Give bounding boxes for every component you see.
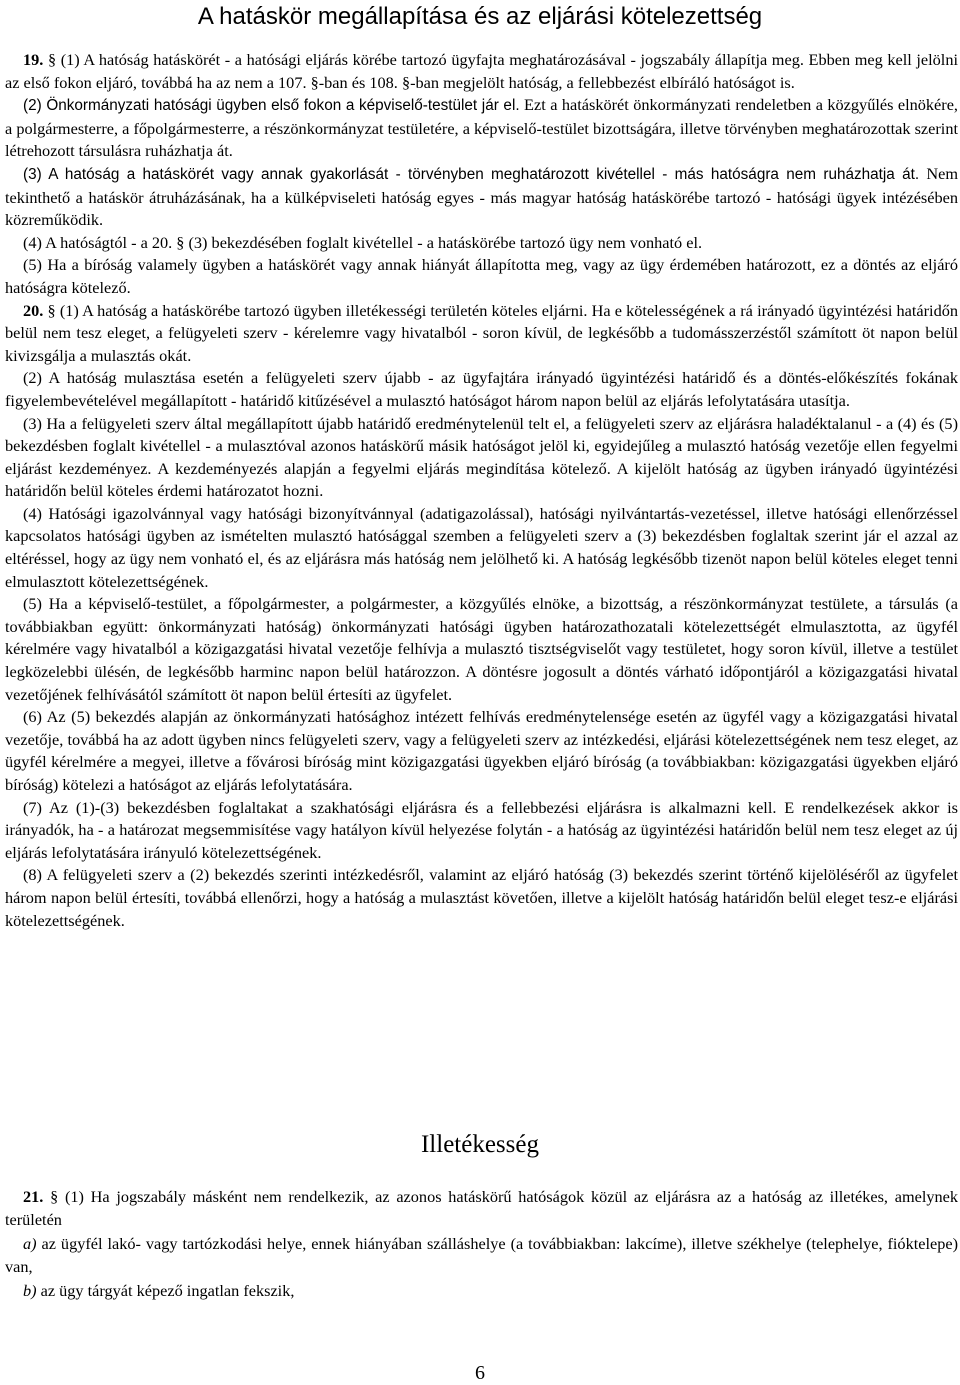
- s19-paragraph-3: [5, 163, 958, 232]
- s19-p4-text: (4) A hatóságtól - a 20. § (3) bekezdésében foglalt kivétellel - a hatáskörébe tartozó ügy nem vonható el.: [23, 232, 703, 252]
- s20-p5-text: (5) Ha a képviselő-testület, a főpolgármester, a polgármester, a közgyűlés elnöke, a bizottság, a részönkormányzat testülete, a társulás (a továbbiakban együtt: önkormányzati hatóság) önkormányzati hatósági ügyben határozathozatali kötelezettségét elmulasztotta, az ügyfél kérelmére vagy hivatalból a közigazgatási hivatal vezetője felhívja a mulasztó tisztségviselőt vagy testületet, hogy soron kívül, illetve a testület legközelebbi ülésén, de legkésőbb harminc napon belül határozzon. A döntésre jogosult a döntés várható időpontjáról a közigazgatási hivatal vezetőjének felhívásától számított öt napon belül értesíti az ügyfelet.: [5, 594, 958, 704]
- s20-p7-text: (7) Az (1)-(3) bekezdésben foglaltakat a szakhatósági eljárásra és a fellebbezési eljárásra is alkalmazni kell. E rendelkezések akkor is irányadók, ha - a határozat megsemmisítése vagy hatályon kívül helyezése folytán - a hatóság az ügyintézési határidőn belül nem tesz eleget az új eljárás lefolytatására irányuló kötelezettségének.: [5, 797, 958, 862]
- s19-p3a-text: (3) A hatóság a hatáskörét vagy annak gyakorlását - törvényben meghatározott kivétellel - más hatóságra nem ruházhatja át.: [23, 165, 920, 183]
- s21-p1-text: § (1) Ha jogszabály másként nem rendelkezik, az azonos hatáskörű hatóságok közül az eljárásra az a hatóság az illetékes, amelynek területén: [5, 1187, 959, 1230]
- s20-paragraph-7: [5, 797, 958, 865]
- s19-p1-text: § (1) A hatóság hatáskörét - a hatósági eljárás körébe tartozó ügyfajta meghatározásával - jogszabály állapítja meg. Ebben meg kell jelölni az első fokon eljáró, továbbá ha az nem a 107. §-ban és 108. §-ban megjelölt hatóság, a fellebbezést elbíráló hatóságot is.: [5, 50, 958, 92]
- s20-p6-text: (6) Az (5) bekezdés alapján az önkormányzati hatósághoz intézett felhívás eredménytelensége esetén az ügyfél vagy a közigazgatási hivatal vezetője, továbbá ha az adott ügyben nincs felügyeleti szerv, vagy a felügyeleti szerv az intézkedési, eljárási kötelezettségének nem tesz eleget, az ügyfél kérelmére a megyei, illetve a fővárosi bíróság mint közigazgatási ügyekben eljáró bíróság (a továbbiakban: közigazgatási ügyekben eljáró bíróság) kötelezi a hatóságot az eljárás lefolytatására.: [5, 707, 958, 794]
- page-number: 6: [475, 1362, 485, 1384]
- section-19-20-body: [5, 49, 958, 932]
- s19-paragraph-4: [5, 232, 958, 255]
- s20-paragraph-6: [5, 706, 958, 796]
- s20-paragraph-8: [5, 864, 958, 932]
- s20-p4-text: (4) Hatósági igazolvánnyal vagy hatósági bizonyítvánnyal (adatigazolással), hatósági nyilvántartás-vezetéssel, illetve hatósági ellenőrzéssel kapcsolatos hatósági ügyben az ismételten mulasztó hatósággal szemben a felügyeleti szerv a (3) bekezdésben foglaltak szerint jár el azzal az eltéréssel, hogy az ügy nem vonható el, és az eljárásra más hatóság nem jelölhető ki. A hatóság legkésőbb tizenöt napon belül köteles eleget tenni elmulasztott kötelezettségének.: [5, 503, 958, 591]
- subheading-illetekesseg: Illetékesség: [420, 1131, 539, 1158]
- s21-b-text: az ügy tárgyát képező ingatlan fekszik,: [36, 1280, 295, 1300]
- s19-p2a-text: (2) Önkormányzati hatósági ügyben első fokon a képviselő-testület jár el.: [23, 97, 520, 115]
- s19-p2b-text: Ezt a hatáskörét önkormányzati rendeletben a közgyűlés elnökére, a polgármesterre, a főpolgármesterre, a részönkormányzat testületére, a képviselő-testület bizottságára, illetve törvényben meghatározottak szerint létrehozott társulásra ruházhatja át.: [5, 95, 958, 161]
- s20-p3-text: (3) Ha a felügyeleti szerv által megállapított újabb határidő eredménytelenül telt el, a felügyeleti szerv az eljárásra haladéktalanul - a (4) és (5) bekezdésben foglalt kivétellel - a mulasztóval azonos hatáskörű másik hatóságot jelöl ki, egyidejűleg a mulasztó hatóság vezetője ellen fegyelmi eljárást kezdeményez. A kezdeményezés alapján a fegyelmi eljárás megindítása kötelező. A kijelölt hatóság az ügyben irányadó ügyintézési határidőn belül köteles érdemi határozatot hozni.: [5, 413, 958, 501]
- s21-a-label: a): [23, 1233, 37, 1253]
- s19-number: 19.: [23, 50, 44, 69]
- s20-p1-text: § (1) A hatóság a hatáskörébe tartozó ügyben illetékességi területén köteles eljárni. Ha e kötelességének a rá irányadó ügyintézési határidőn belül nem tesz eleget, a felügyeleti szerv - kérelemre vagy hivatalból - soron kívül, de legkésőbb a tudomásszerzéstől számított öt napon belül kivizsgálja a mulasztás okát.: [5, 300, 958, 365]
- s19-paragraph-1: [5, 49, 958, 94]
- s20-p2-text: (2) A hatóság mulasztása esetén a felügyeleti szerv újabb - az ügyfajtára irányadó ügyintézési határidő és a döntés-előkészítés fokának figyelembevételével megállapított - határidő kitűzésével a mulasztó hatóságot három napon belül az eljárás lefolytatására utasítja.: [5, 368, 958, 410]
- s20-p8-text: (8) A felügyeleti szerv a (2) bekezdés szerinti intézkedésről, valamint az eljáró hatóság (3) bekezdés szerint történő kijelöléséről az ügyfelet három napon belül értesíti, továbbá ellenőrzi, hogy a hatóság a mulasztást követően, illetve a kijelölt hatóság határidőn belül eleget tesz-e eljárási kötelezettségének.: [5, 865, 958, 930]
- s21-number: 21.: [23, 1187, 44, 1206]
- s20-paragraph-4: [5, 503, 958, 593]
- section-heading: A hatáskör megállapítása és az eljárási kötelezettség: [197, 3, 763, 30]
- s20-paragraph-3: [5, 413, 958, 503]
- s19-p5-text: (5) Ha a bíróság valamely ügyben a hatáskörét vagy annak hiányát állapította meg, vagy az ügy érdemében határozott, ez a döntés az eljáró hatóságra kötelező.: [5, 255, 958, 297]
- s20-paragraph-1: [5, 300, 958, 368]
- s21-paragraph-1: [5, 1185, 958, 1232]
- s20-number: 20.: [23, 300, 44, 320]
- s19-paragraph-5: [5, 254, 958, 299]
- s19-p3b-text: Nem tekinthető a hatáskör átruházásának, ha a külképviseleti hatóság egyes - más magyar hatóság hatáskörébe tartozó - hatósági ügyek intézésében közreműködik.: [5, 163, 958, 230]
- s21-point-b: [5, 1279, 958, 1302]
- s21-point-a: [5, 1232, 958, 1279]
- s20-paragraph-2: [5, 367, 958, 412]
- s21-a-text: az ügyfél lakó- vagy tartózkodási helye, ennek hiányában szálláshelye (a továbbiakban: lakcíme), illetve székhelye (telephelye, fióktelepe) van,: [5, 1233, 958, 1277]
- s21-b-label: b): [23, 1280, 37, 1300]
- section-21-body: [5, 1185, 958, 1302]
- s19-paragraph-2: [5, 94, 958, 163]
- s20-paragraph-5: [5, 593, 958, 706]
